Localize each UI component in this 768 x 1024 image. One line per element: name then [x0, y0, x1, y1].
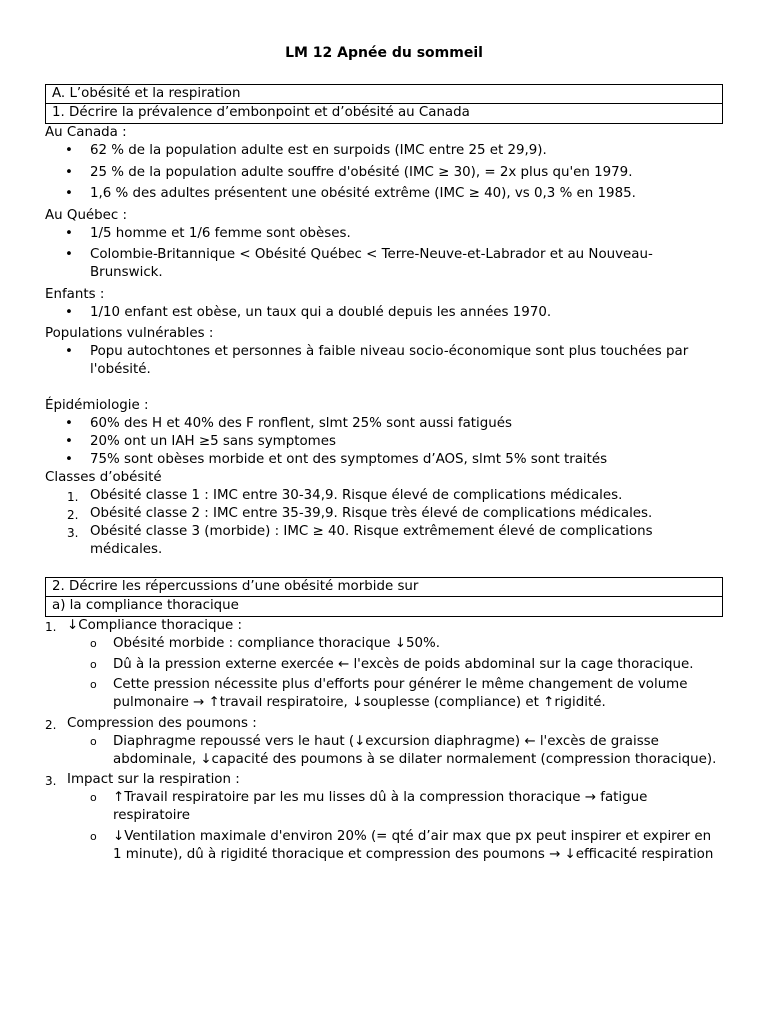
enfants-list [45, 304, 723, 322]
circle-bullet-icon: o [90, 734, 97, 748]
list-item: • 20% ont un IAH ≥5 sans symptomes [65, 434, 336, 449]
circle-bullet-icon: o [90, 657, 97, 671]
list-item: 2. Obésité classe 2 : IMC entre 35-39,9. Risque très élevé de complications médicales. [67, 506, 653, 522]
list-item: 3. Obésité classe 3 (morbide) : IMC ≥ 40. Risque extrêmement élevé de complications médicales. [67, 524, 653, 557]
list-item: o ↑Travail respiratoire par les mu lisses dû à la compression thoracique → fatigue respiratoire [90, 790, 648, 823]
list-item: • Colombie-Britannique < Obésité Québec < Terre-Neuve-et-Labrador et au Nouveau-Brunswick. [65, 247, 653, 280]
vulnerable-list [45, 343, 723, 379]
bullet-icon: • [65, 416, 73, 431]
sub-list [45, 635, 723, 712]
list-item: o Dû à la pression externe exercée ← l'excès de poids abdominal sur la cage thoracique. [90, 656, 694, 672]
bullet-icon: • [65, 452, 73, 467]
page-title: LM 12 Apnée du sommeil [285, 45, 483, 61]
bullet-icon: • [65, 143, 73, 158]
circle-bullet-icon: o [90, 678, 97, 691]
question-1: 1. Décrire la prévalence d’embonpoint et d’obésité au Canada [45, 104, 723, 124]
epidemiology-list [45, 415, 723, 469]
epidemiology-label: Épidémiologie : [45, 398, 149, 413]
bullet-icon: • [65, 225, 73, 241]
bullet-icon: • [65, 186, 73, 201]
list-item: • 1/10 enfant est obèse, un taux qui a doublé depuis les années 1970. [65, 304, 552, 320]
canada-list [45, 142, 723, 203]
list-item: 1. ↓Compliance thoracique : [45, 618, 243, 634]
bullet-icon: • [65, 164, 73, 180]
list-item: • 75% sont obèses morbide et ont des symptomes d’AOS, slmt 5% sont traités [65, 452, 608, 467]
section-a-heading: A. L’obésité et la respiration [45, 84, 723, 104]
list-item: 2. Compression des poumons : [45, 715, 257, 732]
list-item: o Diaphragme repoussé vers le haut (↓excursion diaphragme) ← l'excès de graisse abdominale, ↓capacité des poumons à se dilater normalement (compression thoracique). [90, 733, 717, 767]
list-item: 1. Obésité classe 1 : IMC entre 30-34,9. Risque élevé de complications médicales. [67, 488, 623, 504]
bullet-icon: • [65, 247, 73, 262]
sub-list [45, 733, 723, 769]
list-item: • Popu autochtones et personnes à faible niveau socio-économique sont plus touchées par l'obésité. [65, 344, 689, 377]
list-item: 3. Impact sur la respiration : [45, 772, 240, 788]
list-item: • 1/5 homme et 1/6 femme sont obèses. [65, 225, 351, 241]
list-item: • 62 % de la population adulte est en surpoids (IMC entre 25 et 29,9). [65, 143, 547, 158]
sub-list [45, 789, 723, 864]
list-item: o Cette pression nécessite plus d'efforts pour générer le même changement de volume pulmonaire → ↑travail respiratoire, ↓souplesse (compliance) et ↑rigidité. [90, 677, 688, 710]
quebec-list [45, 225, 723, 283]
bullet-icon: • [65, 304, 73, 320]
enfants-label: Enfants : [45, 286, 105, 302]
list-item: • 1,6 % des adultes présentent une obésité extrême (IMC ≥ 40), vs 0,3 % en 1985. [65, 186, 636, 201]
classes-list [45, 487, 723, 559]
document-body [45, 84, 723, 866]
question-2a: a) la compliance thoracique [45, 597, 723, 617]
circle-bullet-icon: o [90, 829, 97, 843]
list-item: • 60% des H et 40% des F ronflent, slmt 25% sont aussi fatigués [65, 416, 512, 431]
canada-label: Au Canada : [45, 125, 127, 140]
list-item: o ↓Ventilation maximale d'environ 20% (= qté d’air max que px peut inspirer et expirer en 1 minute), dû à rigidité thoracique et compression des poumons → ↓efficacité respiration [90, 828, 714, 862]
classes-label: Classes d’obésité [45, 470, 162, 485]
vulnerable-label: Populations vulnérables : [45, 326, 214, 341]
list-item: o Obésité morbide : compliance thoracique ↓50%. [90, 636, 440, 651]
list-item: • 25 % de la population adulte souffre d'obésité (IMC ≥ 30), = 2x plus qu'en 1979. [65, 164, 633, 180]
bullet-icon: • [65, 344, 73, 359]
compliance-section [45, 617, 723, 864]
circle-bullet-icon: o [90, 637, 97, 650]
circle-bullet-icon: o [90, 791, 97, 804]
bullet-icon: • [65, 434, 73, 449]
quebec-label: Au Québec : [45, 207, 128, 223]
question-2: 2. Décrire les répercussions d’une obésité morbide sur [45, 577, 723, 597]
